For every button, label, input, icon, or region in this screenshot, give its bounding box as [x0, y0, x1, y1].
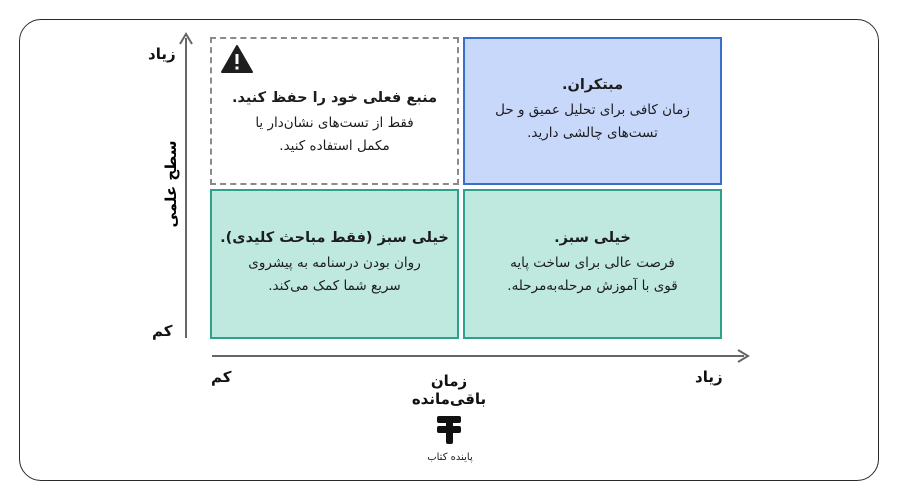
x-axis-high-label: زیاد	[695, 368, 723, 386]
warning-triangle-icon	[220, 44, 254, 74]
quadrant-title: منبع فعلی خود را حفظ کنید.	[231, 90, 438, 106]
quadrant-title: خیلی سبز.	[554, 230, 631, 246]
x-axis-title: زمان باقی‌مانده	[411, 372, 487, 408]
quadrant-bottom-left	[210, 189, 459, 339]
y-axis-low-label: کم	[152, 322, 173, 340]
y-axis-high-label: زیاد	[148, 45, 176, 63]
quadrant-body: فقط از تست‌های نشان‌دار یا مکمل استفاده کنید.	[255, 115, 414, 154]
quadrant-body: زمان کافی برای تحلیل عمیق و حل تست‌های چالشی دارید.	[495, 102, 690, 141]
brand-logo-icon	[433, 412, 467, 446]
x-axis-low-label: کم	[211, 368, 232, 386]
brand-logo	[410, 412, 490, 472]
quadrant-top-right	[463, 37, 722, 185]
quadrant-bottom-right	[463, 189, 722, 339]
brand-name: پاینده کتاب	[427, 452, 473, 463]
quadrant-title: مبتکران.	[561, 77, 624, 93]
quadrant-body: روان بودن درسنامه به پیشروی سریع شما کمک می‌کند.	[248, 255, 421, 294]
y-axis-title: سطح علمی	[162, 140, 180, 228]
quadrant-title: خیلی سبز (فقط مباحث کلیدی).	[220, 230, 449, 246]
quadrant-body: فرصت عالی برای ساخت پایه قوی با آموزش مرحله‌به‌مرحله.	[507, 255, 678, 294]
